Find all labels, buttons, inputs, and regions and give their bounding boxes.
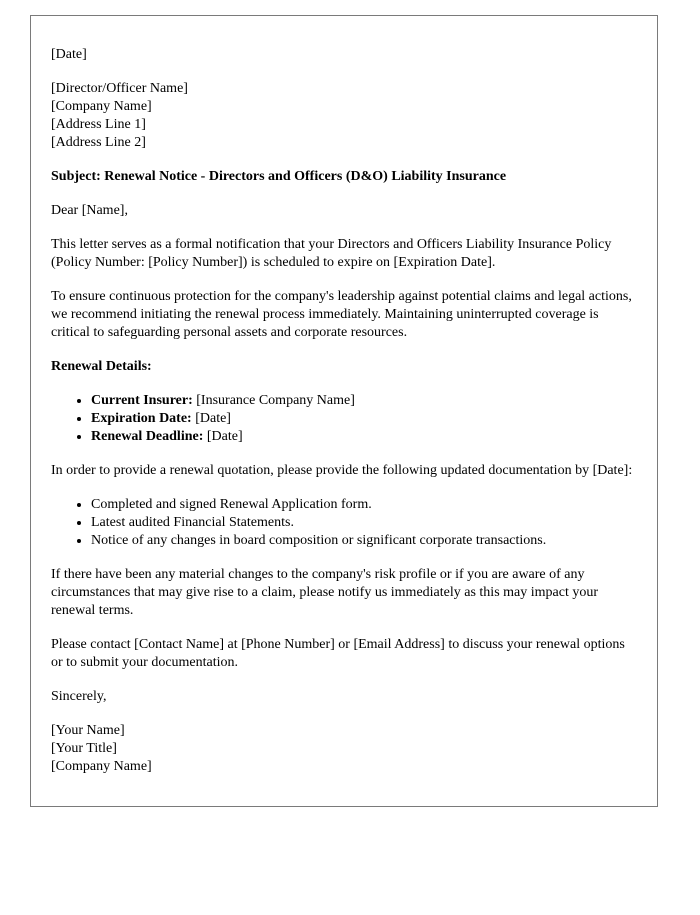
- recipient-company-line: [Company Name]: [51, 99, 152, 114]
- subject-line: Subject: Renewal Notice - Directors and Officers (D&O) Liability Insurance: [51, 169, 507, 184]
- renewal-details-list: [51, 392, 637, 446]
- renewal-detail-label: Renewal Deadline:: [91, 429, 204, 444]
- renewal-details-heading: Renewal Details:: [51, 359, 152, 374]
- document-item: • Notice of any changes in board composition or significant corporate transactions.: [91, 532, 637, 550]
- salutation: Dear [Name],: [51, 203, 128, 218]
- recipient-address-line-1: [Address Line 1]: [51, 117, 146, 132]
- renewal-detail-value: [Insurance Company Name]: [192, 393, 355, 408]
- renewal-detail-label: Current Insurer:: [91, 393, 193, 408]
- signature-name-line: [Your Name]: [51, 723, 125, 738]
- paragraph-notification: This letter serves as a formal notification that your Directors and Officers Liability Insurance Policy (Policy Number: [Policy Number]) is scheduled to expire on [Expiration Date].: [51, 237, 612, 270]
- recipient-block: [51, 80, 637, 152]
- paragraph-recommendation: To ensure continuous protection for the company's leadership against potential claims and legal actions, we recommend initiating the renewal process immediately. Maintaining uninterrupted coverage is critical to safeguarding personal assets and corporate resources.: [51, 289, 632, 340]
- recipient-address-line-2: [Address Line 2]: [51, 135, 146, 150]
- renewal-detail-value: [Date]: [203, 429, 243, 444]
- signature-title-line: [Your Title]: [51, 741, 117, 756]
- closing: Sincerely,: [51, 689, 107, 704]
- letter-date: [Date]: [51, 47, 87, 62]
- recipient-name-line: [Director/Officer Name]: [51, 81, 188, 96]
- paragraph-documentation-request: In order to provide a renewal quotation, please provide the following updated documentation by [Date]:: [51, 463, 633, 478]
- document-item: • Latest audited Financial Statements.: [91, 514, 637, 532]
- document-item: • Completed and signed Renewal Application form.: [91, 496, 637, 514]
- signature-company-line: [Company Name]: [51, 759, 152, 774]
- letter-document: [30, 15, 658, 807]
- renewal-detail-label: Expiration Date:: [91, 411, 192, 426]
- paragraph-material-changes: If there have been any material changes to the company's risk profile or if you are aware of any circumstances that may give rise to a claim, please notify us immediately as this may impact your renewal terms.: [51, 567, 599, 618]
- signature-block: [51, 722, 637, 776]
- renewal-detail-item: [91, 410, 637, 428]
- documents-list: [51, 496, 637, 550]
- renewal-detail-value: [Date]: [191, 411, 231, 426]
- paragraph-contact: Please contact [Contact Name] at [Phone Number] or [Email Address] to discuss your renewal options or to submit your documentation.: [51, 637, 625, 670]
- renewal-detail-item: [91, 392, 637, 410]
- renewal-detail-item: [91, 428, 637, 446]
